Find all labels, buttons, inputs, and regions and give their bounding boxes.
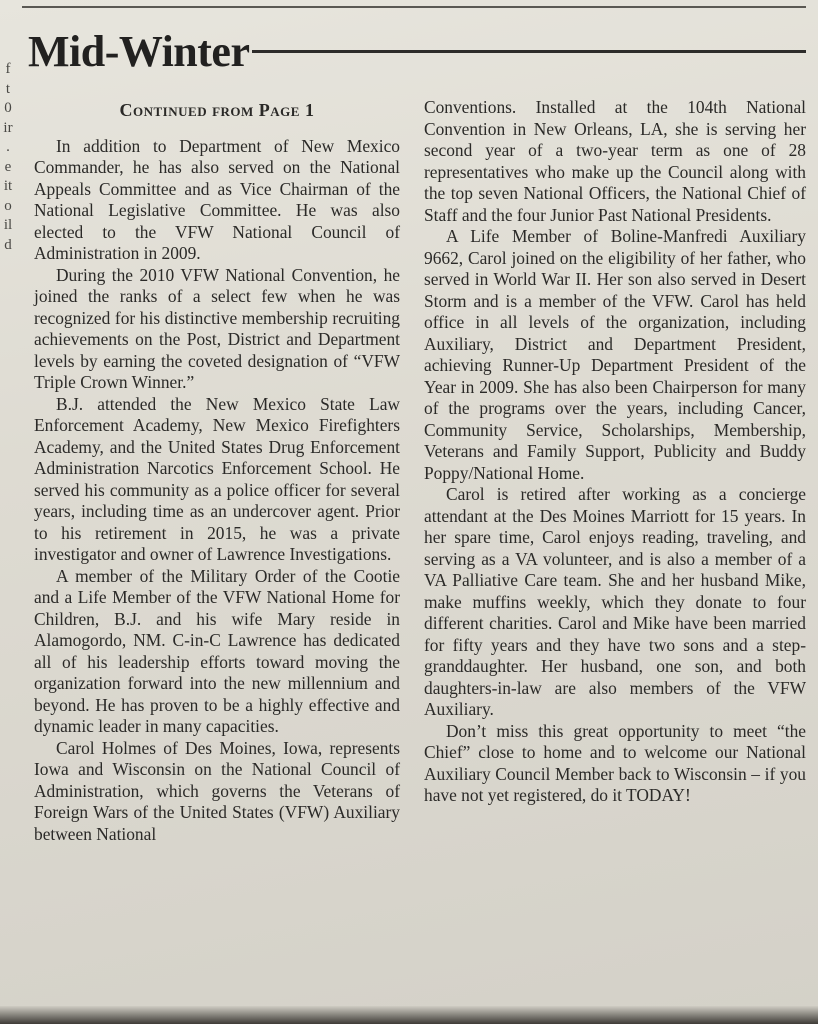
paragraph: Don’t miss this great opportunity to meet “the Chief” close to home and to welcome our National Auxiliary Council Member back to Wisconsin – if you have not yet registered, do it TODAY! <box>424 720 806 805</box>
margin-letter: . <box>6 139 10 155</box>
margin-letter: f <box>5 61 11 77</box>
top-rule <box>22 6 806 8</box>
headline-rule <box>252 50 806 53</box>
bottom-edge-shadow <box>0 1006 818 1024</box>
paragraph: Carol Holmes of Des Moines, Iowa, represents Iowa and Wisconsin on the National Council of Administration, which governs the Veterans of Foreign Wars of the United States (VFW) Auxiliary between National <box>34 737 400 844</box>
paragraph: During the 2010 VFW National Convention, he joined the ranks of a select few when he was recognized for his distinctive membership recruiting achievements on the Post, District and Department levels by earning the coveted designation of “VFW Triple Crown Winner.” <box>34 264 400 392</box>
margin-letter: e <box>4 158 12 175</box>
headline-row <box>28 22 808 82</box>
margin-letter: o <box>4 197 12 214</box>
paragraph: A member of the Military Order of the Cootie and a Life Member of the VFW National Home for Children, B.J. and his wife Mary reside in Alamogordo, NM. C-in-C Lawrence has dedicated all of his leadership efforts toward moving the organization forward into the new millennium and beyond. He has proven to be a highly effective and dynamic leader in many capacities. <box>34 565 400 736</box>
margin-letter: it <box>3 178 13 194</box>
paragraph: B.J. attended the New Mexico State Law Enforcement Academy, New Mexico Firefighters Academy, and the United States Drug Enforcement Administration Narcotics Enforcement School. He served his community as a police officer for several years, including time as an undercover agent. Prior to his retirement in 2015, he was a private investigator and owner of Lawrence Investigations. <box>34 393 400 564</box>
paragraph: In addition to Department of New Mexico Commander, he has also served on the National Appeals Committee and as Vice Chairman of the National Legislative Committee. He was also elected to the VFW National Council of Administration in 2009. <box>34 135 400 263</box>
margin-letter: d <box>4 236 12 253</box>
article-column-left <box>34 96 400 845</box>
continued-from-label: Continued from Page 1 <box>119 100 315 120</box>
margin-letter: 0 <box>4 100 12 116</box>
adjacent-column-fragment <box>0 60 16 300</box>
paragraph: Conventions. Installed at the 104th National Convention in New Orleans, LA, she is serving her second year of a two-year term as one of 28 representatives who make up the Council along with the top seven National Officers, the National Chief of Staff and the four Junior Past National Presidents. <box>424 97 806 225</box>
paragraph: A Life Member of Boline-Manfredi Auxiliary 9662, Carol joined on the eligibility of her father, who served in World War II. Her son also served in Desert Storm and is a member of the VFW. Carol has held office in all levels of the organization, including Auxiliary, District and Department President, achieving Runner-Up Department President of the Year in 2009. She has also been Chairperson for many of the programs over the years, including Cancer, Community Service, Scholarships, Membership, Veterans and Family Support, Publicity and Buddy Poppy/National Home. <box>424 226 806 483</box>
article-column-right <box>424 97 806 807</box>
margin-letter: il <box>3 217 13 233</box>
headline: Mid-Winter <box>28 27 250 76</box>
margin-letter: ir <box>3 119 13 136</box>
margin-letter: t <box>5 80 11 97</box>
paragraph: Carol is retired after working as a concierge attendant at the Des Moines Marriott for 15 years. In her spare time, Carol enjoys reading, traveling, and serving as a VA volunteer, and is also a member of a VA Palliative Care team. She and her husband Mike, make muffins weekly, which they donate to four different charities. Carol and Mike have been married for fifty years and they have two sons and a step-granddaughter. Her husband, one son, and both daughters-in-law are also members of the VFW Auxiliary. <box>424 484 806 719</box>
